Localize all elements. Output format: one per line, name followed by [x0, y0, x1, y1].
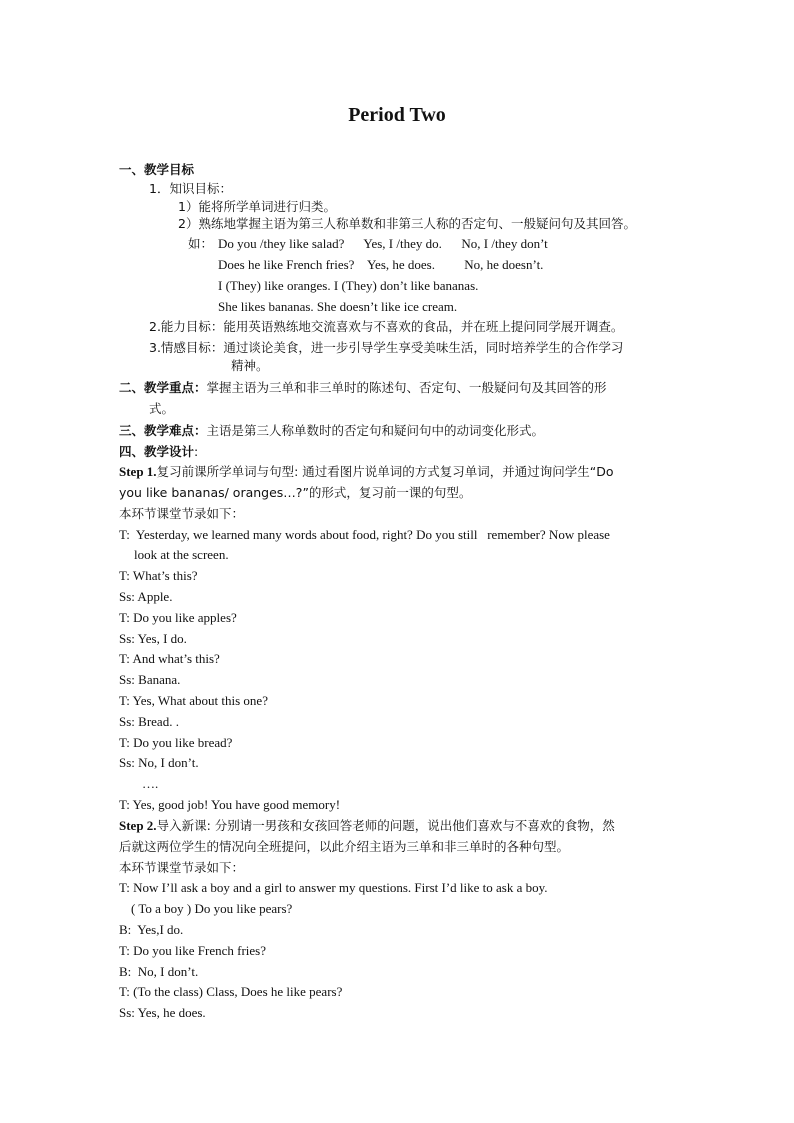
step2-text: 导入新课: 分别请一男孩和女孩回答老师的问题，说出他们喜欢与不喜欢的食物，然: [156, 818, 615, 833]
example-line-2: Does he like French fries? Yes, he does. No, he doesn’t.: [218, 257, 544, 272]
dialogue-line: look at the screen.: [134, 547, 229, 562]
dialogue-line: T: Yes, What about this one?: [119, 693, 268, 708]
difficulties-text: 主语是第三人称单数时的否定句和疑问句中的动词变化形式。: [206, 423, 545, 438]
knowledge-item-1: 1）能将所学单词进行归类。: [178, 199, 336, 214]
dialogue-line: T: And what’s this?: [119, 651, 220, 666]
dialogue-line: T: What’s this?: [119, 568, 198, 583]
step1-line: [119, 463, 614, 481]
page-title: Period Two: [348, 104, 446, 126]
step2-record: 本环节课堂节录如下：: [119, 860, 245, 875]
dialogue-line: ( To a boy ) Do you like pears?: [131, 901, 293, 916]
step1-label: Step 1.: [119, 464, 157, 479]
dialogue-line: T: Do you like apples?: [119, 610, 237, 625]
dialogue-line: Ss: No, I don’t.: [119, 755, 199, 770]
ability-goal: 2.能力目标：能用英语熟练地交流喜欢与不喜欢的食品，并在班上提问同学展开调查。: [149, 319, 624, 334]
dialogue-line: Ss: Apple.: [119, 589, 173, 604]
example-label: 如：: [188, 236, 214, 251]
dialogue-line: Ss: Banana.: [119, 672, 181, 687]
dialogue-line: B: Yes,I do.: [119, 922, 184, 937]
knowledge-goal-label: 1．知识目标：: [149, 181, 232, 196]
key-points-label: 二、教学重点：: [119, 380, 207, 395]
example-line-1: Do you /they like salad? Yes, I /they do. No, I /they don’t: [218, 236, 548, 251]
key-points-cont: 式。: [149, 401, 175, 416]
dialogue-line: T: Now I’ll ask a boy and a girl to answer my questions. First I’d like to ask a boy.: [119, 880, 548, 895]
dialogue-line: T: Do you like French fries?: [119, 943, 267, 958]
objectives-heading: 一、教学目标: [119, 162, 195, 177]
dialogue-line: T: Yesterday, we learned many words about food, right? Do you still remember? Now please: [119, 527, 610, 542]
step2-label: Step 2.: [119, 818, 157, 833]
emotion-goal: 3.情感目标：通过谈论美食，进一步引导学生享受美味生活，同时培养学生的合作学习: [149, 340, 624, 355]
step2-text-cont: 后就这两位学生的情况向全班提问，以此介绍主语为三单和非三单时的各种句型。: [119, 839, 570, 854]
dialogue-line: T: (To the class) Class, Does he like pears?: [119, 984, 343, 999]
dialogue-line: Ss: Yes, I do.: [119, 631, 187, 646]
example-line-4: She likes bananas. She doesn’t like ice cream.: [218, 299, 458, 314]
dialogue-line: T: Do you like bread?: [119, 735, 233, 750]
dialogue-line: B: No, I don’t.: [119, 964, 199, 979]
step1-text-cont: you like bananas/ oranges…?”的形式，复习前一课的句型。: [119, 485, 472, 500]
emotion-goal-cont: 精神。: [231, 358, 269, 373]
step2-line: [119, 817, 615, 835]
difficulties-label: 三、教学难点：: [119, 423, 207, 438]
difficulties: [119, 422, 544, 440]
key-points-text: 掌握主语为三单和非三单时的陈述句、否定句、一般疑问句及其回答的形: [206, 380, 607, 395]
dialogue-ellipsis: ….: [142, 776, 159, 791]
step1-text: 复习前课所学单词与句型: 通过看图片说单词的方式复习单词，并通过询问学生“Do: [156, 464, 614, 479]
key-points: [119, 379, 607, 397]
example-line-3: I (They) like oranges. I (They) don’t like bananas.: [218, 278, 479, 293]
dialogue-line: T: Yes, good job! You have good memory!: [119, 797, 341, 812]
dialogue-line: Ss: Yes, he does.: [119, 1005, 206, 1020]
dialogue-line: Ss: Bread. .: [119, 714, 179, 729]
design-heading: 四、教学设计:: [119, 444, 199, 459]
knowledge-item-2: 2）熟练地掌握主语为第三人称单数和非第三人称的否定句、一般疑问句及其回答。: [178, 216, 636, 231]
step1-record: 本环节课堂节录如下：: [119, 506, 245, 521]
